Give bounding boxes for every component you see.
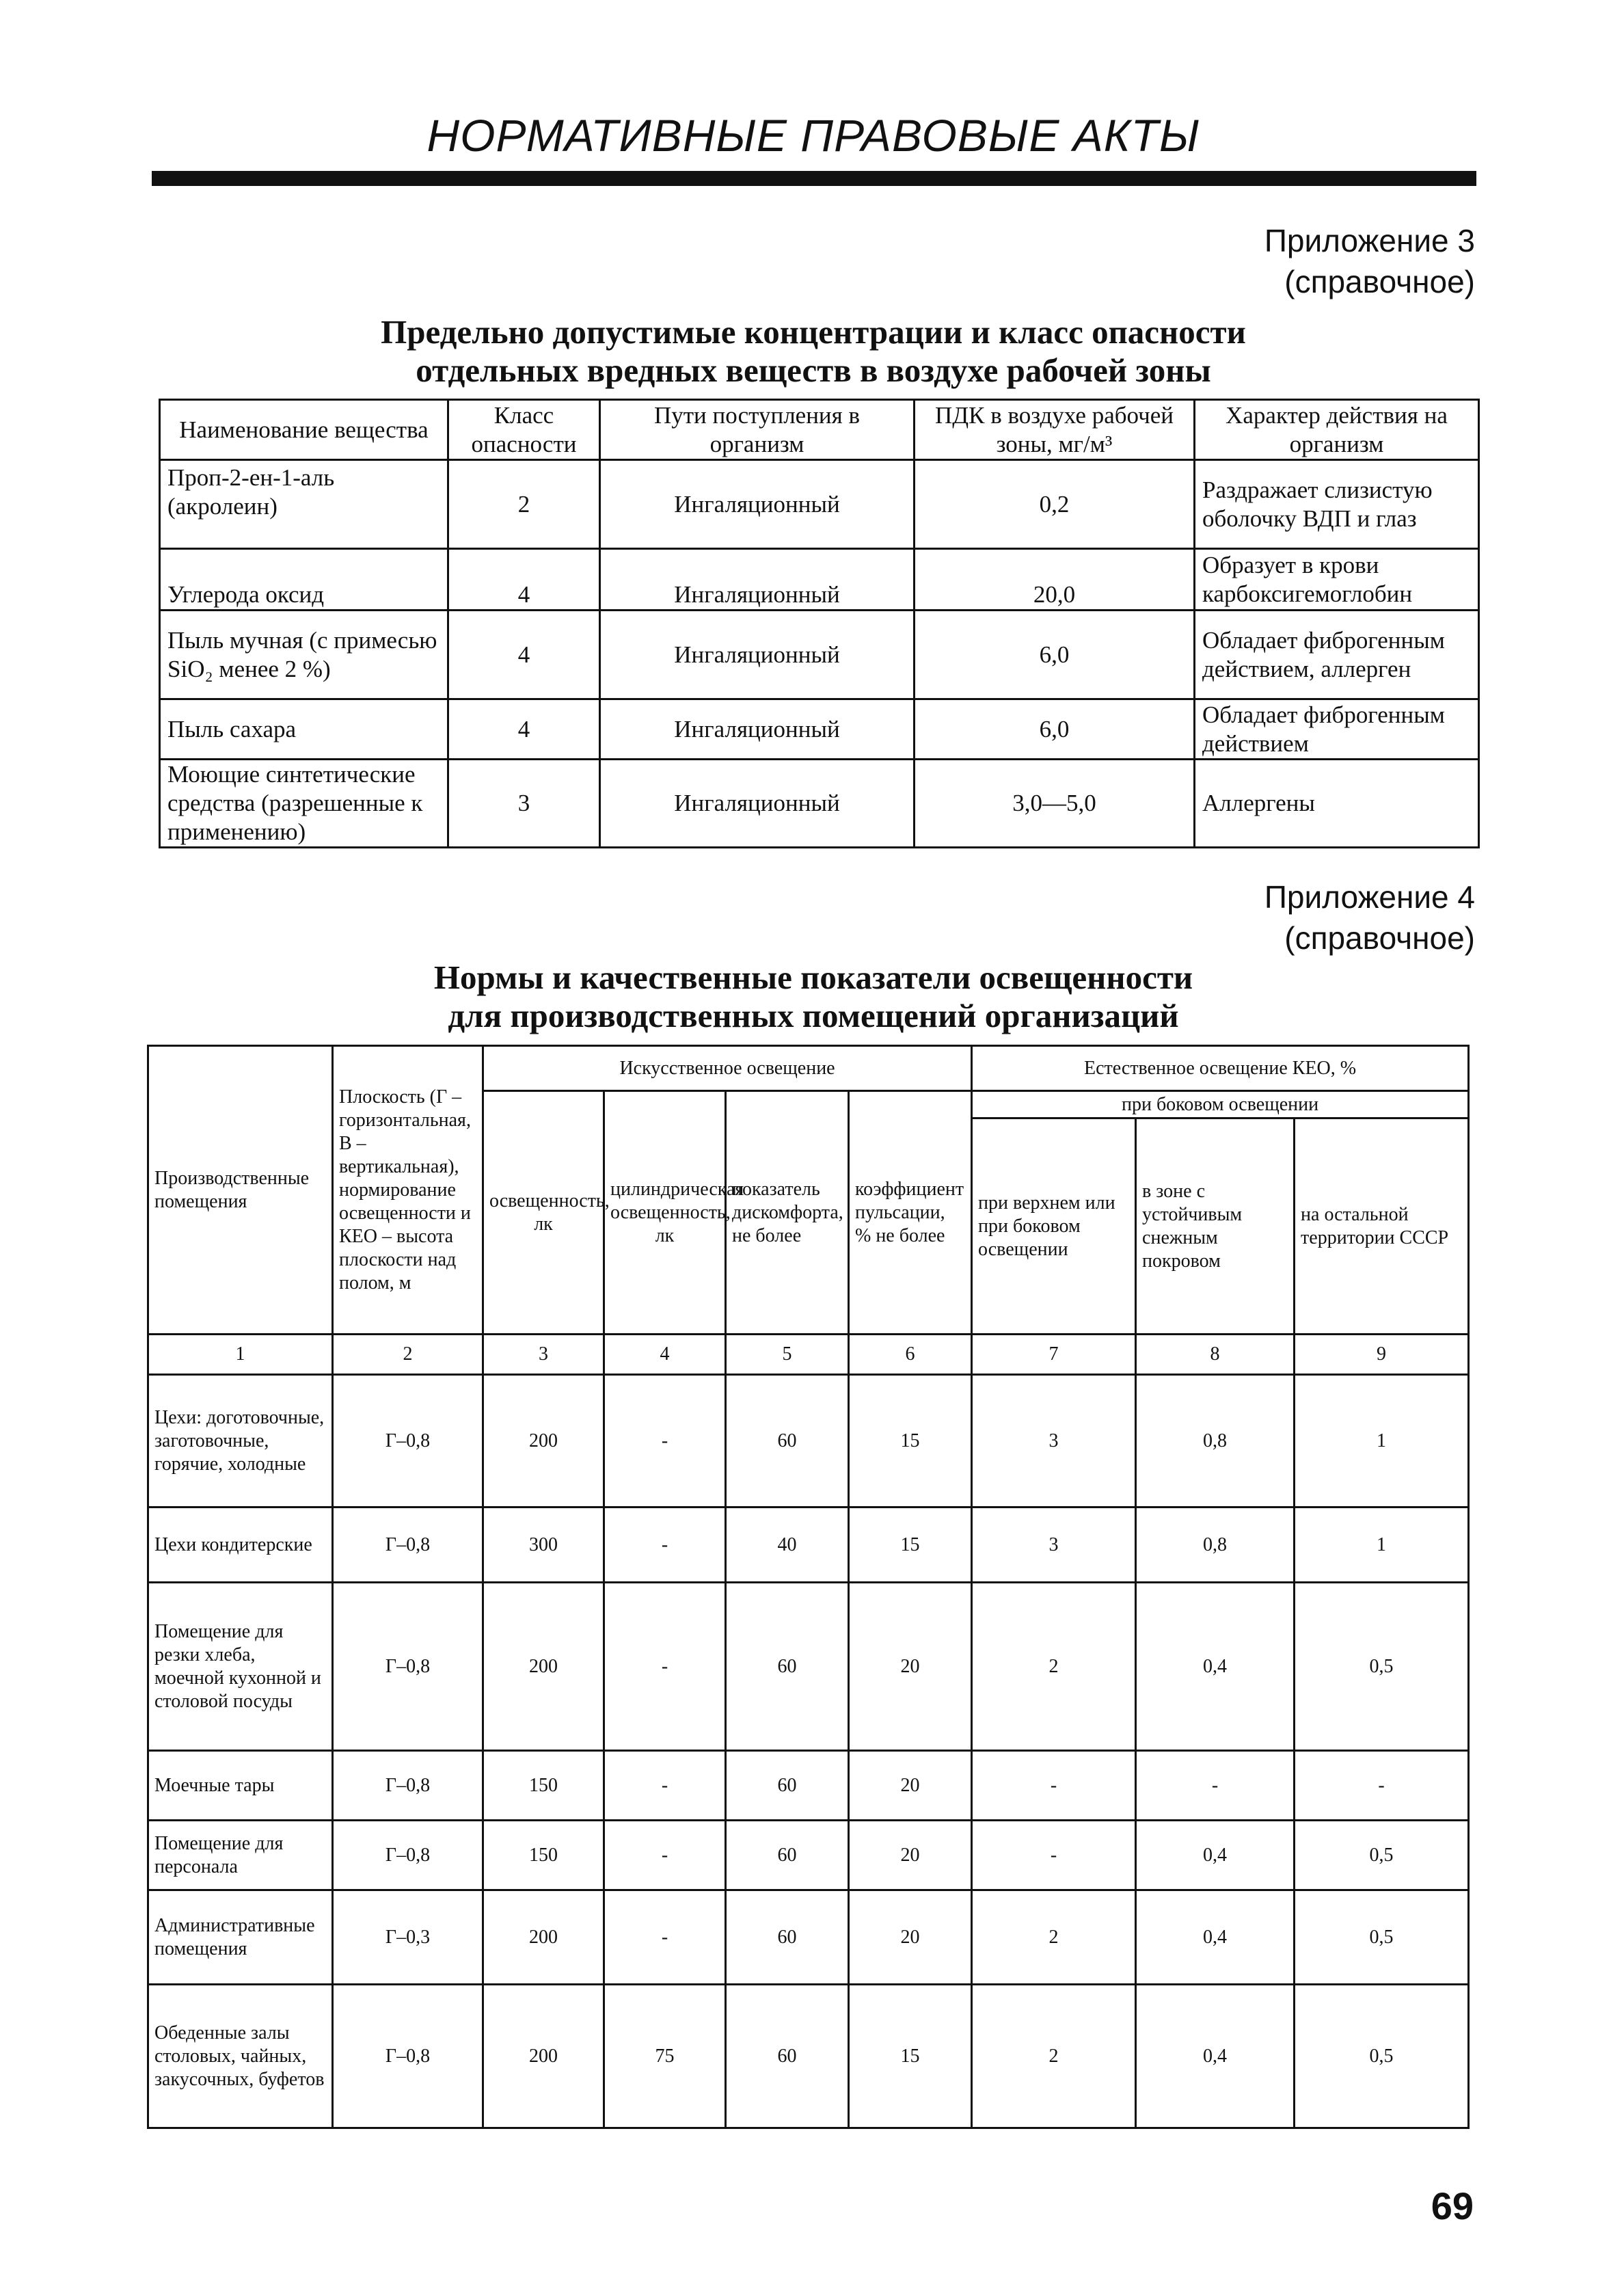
lighting-norms-table — [147, 1045, 1470, 2129]
room-name: Помещение для резки хлеба, моечной кухонной и столовой посуды — [148, 1583, 333, 1751]
discomfort-value: 60 — [726, 1985, 849, 2128]
appendix-3-label-type: (справочное) — [1284, 264, 1475, 299]
cylindrical-value: - — [604, 1583, 726, 1751]
plane-value: Г–0,8 — [333, 1583, 483, 1751]
substance-name: Проп-2-ен-1-аль (акролеин) — [160, 460, 448, 549]
entry-route: Ингаляционный — [600, 699, 915, 760]
pdk-value: 3,0—5,0 — [915, 760, 1195, 848]
table-row — [148, 1821, 1469, 1890]
column-number: 9 — [1295, 1335, 1469, 1375]
pulsation-value: 20 — [849, 1751, 972, 1821]
cylindrical-value: - — [604, 1751, 726, 1821]
room-name: Моечные тары — [148, 1751, 333, 1821]
column-number: 5 — [726, 1335, 849, 1375]
column-header-natural-lighting: Естественное освещение КЕО, % — [972, 1046, 1469, 1091]
illuminance-value: 200 — [483, 1985, 604, 2128]
appendix-3-title-line-2: отдельных вредных веществ в воздухе рабочей зоны — [416, 351, 1211, 389]
plane-value: Г–0,8 — [333, 1375, 483, 1508]
keo-rest-value: 0,5 — [1295, 1890, 1469, 1985]
appendix-4-label — [1264, 876, 1475, 959]
keo-rest-value: - — [1295, 1751, 1469, 1821]
illuminance-value: 200 — [483, 1583, 604, 1751]
hazard-class: 2 — [448, 460, 600, 549]
column-header-rooms: Производственные помещения — [148, 1046, 333, 1335]
keo-rest-value: 0,5 — [1295, 1583, 1469, 1751]
appendix-4-label-type: (справочное) — [1284, 920, 1475, 956]
column-number: 6 — [849, 1335, 972, 1375]
plane-value: Г–0,8 — [333, 1508, 483, 1583]
pulsation-value: 20 — [849, 1821, 972, 1890]
pdk-value: 6,0 — [915, 699, 1195, 760]
effect-description: Аллергены — [1195, 760, 1479, 848]
keo-snow-value: 0,4 — [1136, 1985, 1295, 2128]
cylindrical-value: - — [604, 1375, 726, 1508]
room-name: Цехи: доготовочные, заготовочные, горячие, холодные — [148, 1375, 333, 1508]
keo-rest-value: 1 — [1295, 1375, 1469, 1508]
column-header-substance: Наименование вещества — [160, 400, 448, 460]
plane-value: Г–0,3 — [333, 1890, 483, 1985]
column-header-effect: Характер действия на организм — [1195, 400, 1479, 460]
column-header-plane: Плоскость (Г – горизонтальная, В – вертикальная), нормирование освещенности и КЕО – высота плоскости над полом, м — [333, 1046, 483, 1335]
keo-top-value: 2 — [972, 1583, 1136, 1751]
keo-top-value: 3 — [972, 1375, 1136, 1508]
column-header-rest-territory: на остальной территории СССР — [1295, 1118, 1469, 1335]
appendix-4-title-line-1: Нормы и качественные показатели освещенности — [433, 959, 1193, 996]
appendix-3-label-number: Приложение 3 — [1264, 223, 1475, 258]
discomfort-value: 60 — [726, 1890, 849, 1985]
discomfort-value: 60 — [726, 1751, 849, 1821]
table-row — [160, 611, 1479, 699]
substance-name: Моющие синтетические средства (разрешенные к применению) — [160, 760, 448, 848]
pulsation-value: 20 — [849, 1583, 972, 1751]
column-header-illuminance: освещенность, лк — [483, 1091, 604, 1335]
keo-top-value: - — [972, 1751, 1136, 1821]
discomfort-value: 60 — [726, 1375, 849, 1508]
entry-route: Ингаляционный — [600, 549, 915, 611]
room-name: Помещение для персонала — [148, 1821, 333, 1890]
column-number: 8 — [1136, 1335, 1295, 1375]
keo-snow-value: 0,8 — [1136, 1375, 1295, 1508]
column-header-side-lighting: при боковом освещении — [972, 1091, 1469, 1118]
table-row — [148, 1508, 1469, 1583]
discomfort-value: 60 — [726, 1821, 849, 1890]
effect-description: Образует в крови карбоксигемоглобин — [1195, 549, 1479, 611]
cylindrical-value: - — [604, 1821, 726, 1890]
plane-value: Г–0,8 — [333, 1751, 483, 1821]
keo-snow-value: 0,4 — [1136, 1583, 1295, 1751]
hazard-class: 4 — [448, 699, 600, 760]
pulsation-value: 20 — [849, 1890, 972, 1985]
substance-name: Углерода оксид — [160, 549, 448, 611]
pulsation-value: 15 — [849, 1985, 972, 2128]
page-number: 69 — [1431, 2184, 1474, 2227]
effect-description: Обладает фиброгенным действием, аллерген — [1195, 611, 1479, 699]
pulsation-value: 15 — [849, 1375, 972, 1508]
entry-route: Ингаляционный — [600, 760, 915, 848]
appendix-3-title — [205, 313, 1422, 390]
illuminance-value: 150 — [483, 1821, 604, 1890]
keo-snow-value: 0,8 — [1136, 1508, 1295, 1583]
appendix-4-title — [273, 959, 1353, 1035]
pdk-value: 20,0 — [915, 549, 1195, 611]
hazardous-substances-table — [159, 399, 1480, 848]
keo-snow-value: 0,4 — [1136, 1890, 1295, 1985]
section-header-title: НОРМАТИВНЫЕ ПРАВОВЫЕ АКТЫ — [427, 110, 1200, 161]
column-header-snow-zone: в зоне с устойчивым снежным покровом — [1136, 1118, 1295, 1335]
appendix-3-label — [1264, 220, 1475, 302]
keo-snow-value: - — [1136, 1751, 1295, 1821]
room-name: Административные помещения — [148, 1890, 333, 1985]
table-row — [148, 1985, 1469, 2128]
keo-top-value: 2 — [972, 1985, 1136, 2128]
discomfort-value: 60 — [726, 1583, 849, 1751]
column-header-pulsation: коэффициент пульсации, % не более — [849, 1091, 972, 1335]
column-header-discomfort: показатель дискомфорта, не более — [726, 1091, 849, 1335]
table-row — [148, 1583, 1469, 1751]
room-name: Обеденные залы столовых, чайных, закусочных, буфетов — [148, 1985, 333, 2128]
column-header-hazard-class: Класс опасности — [448, 400, 600, 460]
table-header-row — [148, 1046, 1469, 1091]
column-header-pdk: ПДК в воздухе рабочей зоны, мг/м³ — [915, 400, 1195, 460]
column-number: 3 — [483, 1335, 604, 1375]
illuminance-value: 300 — [483, 1508, 604, 1583]
table-row — [160, 699, 1479, 760]
discomfort-value: 40 — [726, 1508, 849, 1583]
table-row — [160, 549, 1479, 611]
hazard-class: 4 — [448, 611, 600, 699]
cylindrical-value: - — [604, 1508, 726, 1583]
entry-route: Ингаляционный — [600, 460, 915, 549]
keo-top-value: 2 — [972, 1890, 1136, 1985]
effect-description: Обладает фиброгенным действием — [1195, 699, 1479, 760]
column-header-artificial-lighting: Искусственное освещение — [483, 1046, 972, 1091]
illuminance-value: 200 — [483, 1890, 604, 1985]
table-header-row — [160, 400, 1479, 460]
plane-value: Г–0,8 — [333, 1821, 483, 1890]
table-row — [160, 760, 1479, 848]
header-divider — [152, 171, 1476, 186]
table-row — [160, 460, 1479, 549]
column-number: 2 — [333, 1335, 483, 1375]
keo-top-value: - — [972, 1821, 1136, 1890]
column-number: 1 — [148, 1335, 333, 1375]
substance-name: Пыль сахара — [160, 699, 448, 760]
illuminance-value: 150 — [483, 1751, 604, 1821]
hazard-class: 4 — [448, 549, 600, 611]
illuminance-value: 200 — [483, 1375, 604, 1508]
effect-description: Раздражает слизистую оболочку ВДП и глаз — [1195, 460, 1479, 549]
cylindrical-value: - — [604, 1890, 726, 1985]
column-header-top-or-side: при верхнем или при боковом освещении — [972, 1118, 1136, 1335]
appendix-4-label-number: Приложение 4 — [1264, 879, 1475, 915]
table-row — [148, 1751, 1469, 1821]
substance-name: Пыль мучная (с примесью SiO₂ менее 2 %) — [160, 611, 448, 699]
entry-route: Ингаляционный — [600, 611, 915, 699]
plane-value: Г–0,8 — [333, 1985, 483, 2128]
keo-rest-value: 0,5 — [1295, 1821, 1469, 1890]
appendix-3-title-line-1: Предельно допустимые концентрации и класс опасности — [381, 313, 1246, 351]
column-number: 4 — [604, 1335, 726, 1375]
pulsation-value: 15 — [849, 1508, 972, 1583]
keo-snow-value: 0,4 — [1136, 1821, 1295, 1890]
pdk-value: 0,2 — [915, 460, 1195, 549]
keo-top-value: 3 — [972, 1508, 1136, 1583]
appendix-4-title-line-2: для производственных помещений организаций — [448, 997, 1179, 1034]
room-name: Цехи кондитерские — [148, 1508, 333, 1583]
pdk-value: 6,0 — [915, 611, 1195, 699]
column-number-row — [148, 1335, 1469, 1375]
keo-rest-value: 0,5 — [1295, 1985, 1469, 2128]
keo-rest-value: 1 — [1295, 1508, 1469, 1583]
column-header-cylindrical: цилиндрическая освещенность, лк — [604, 1091, 726, 1335]
column-number: 7 — [972, 1335, 1136, 1375]
hazard-class: 3 — [448, 760, 600, 848]
table-row — [148, 1375, 1469, 1508]
table-row — [148, 1890, 1469, 1985]
cylindrical-value: 75 — [604, 1985, 726, 2128]
column-header-route: Пути поступления в организм — [600, 400, 915, 460]
